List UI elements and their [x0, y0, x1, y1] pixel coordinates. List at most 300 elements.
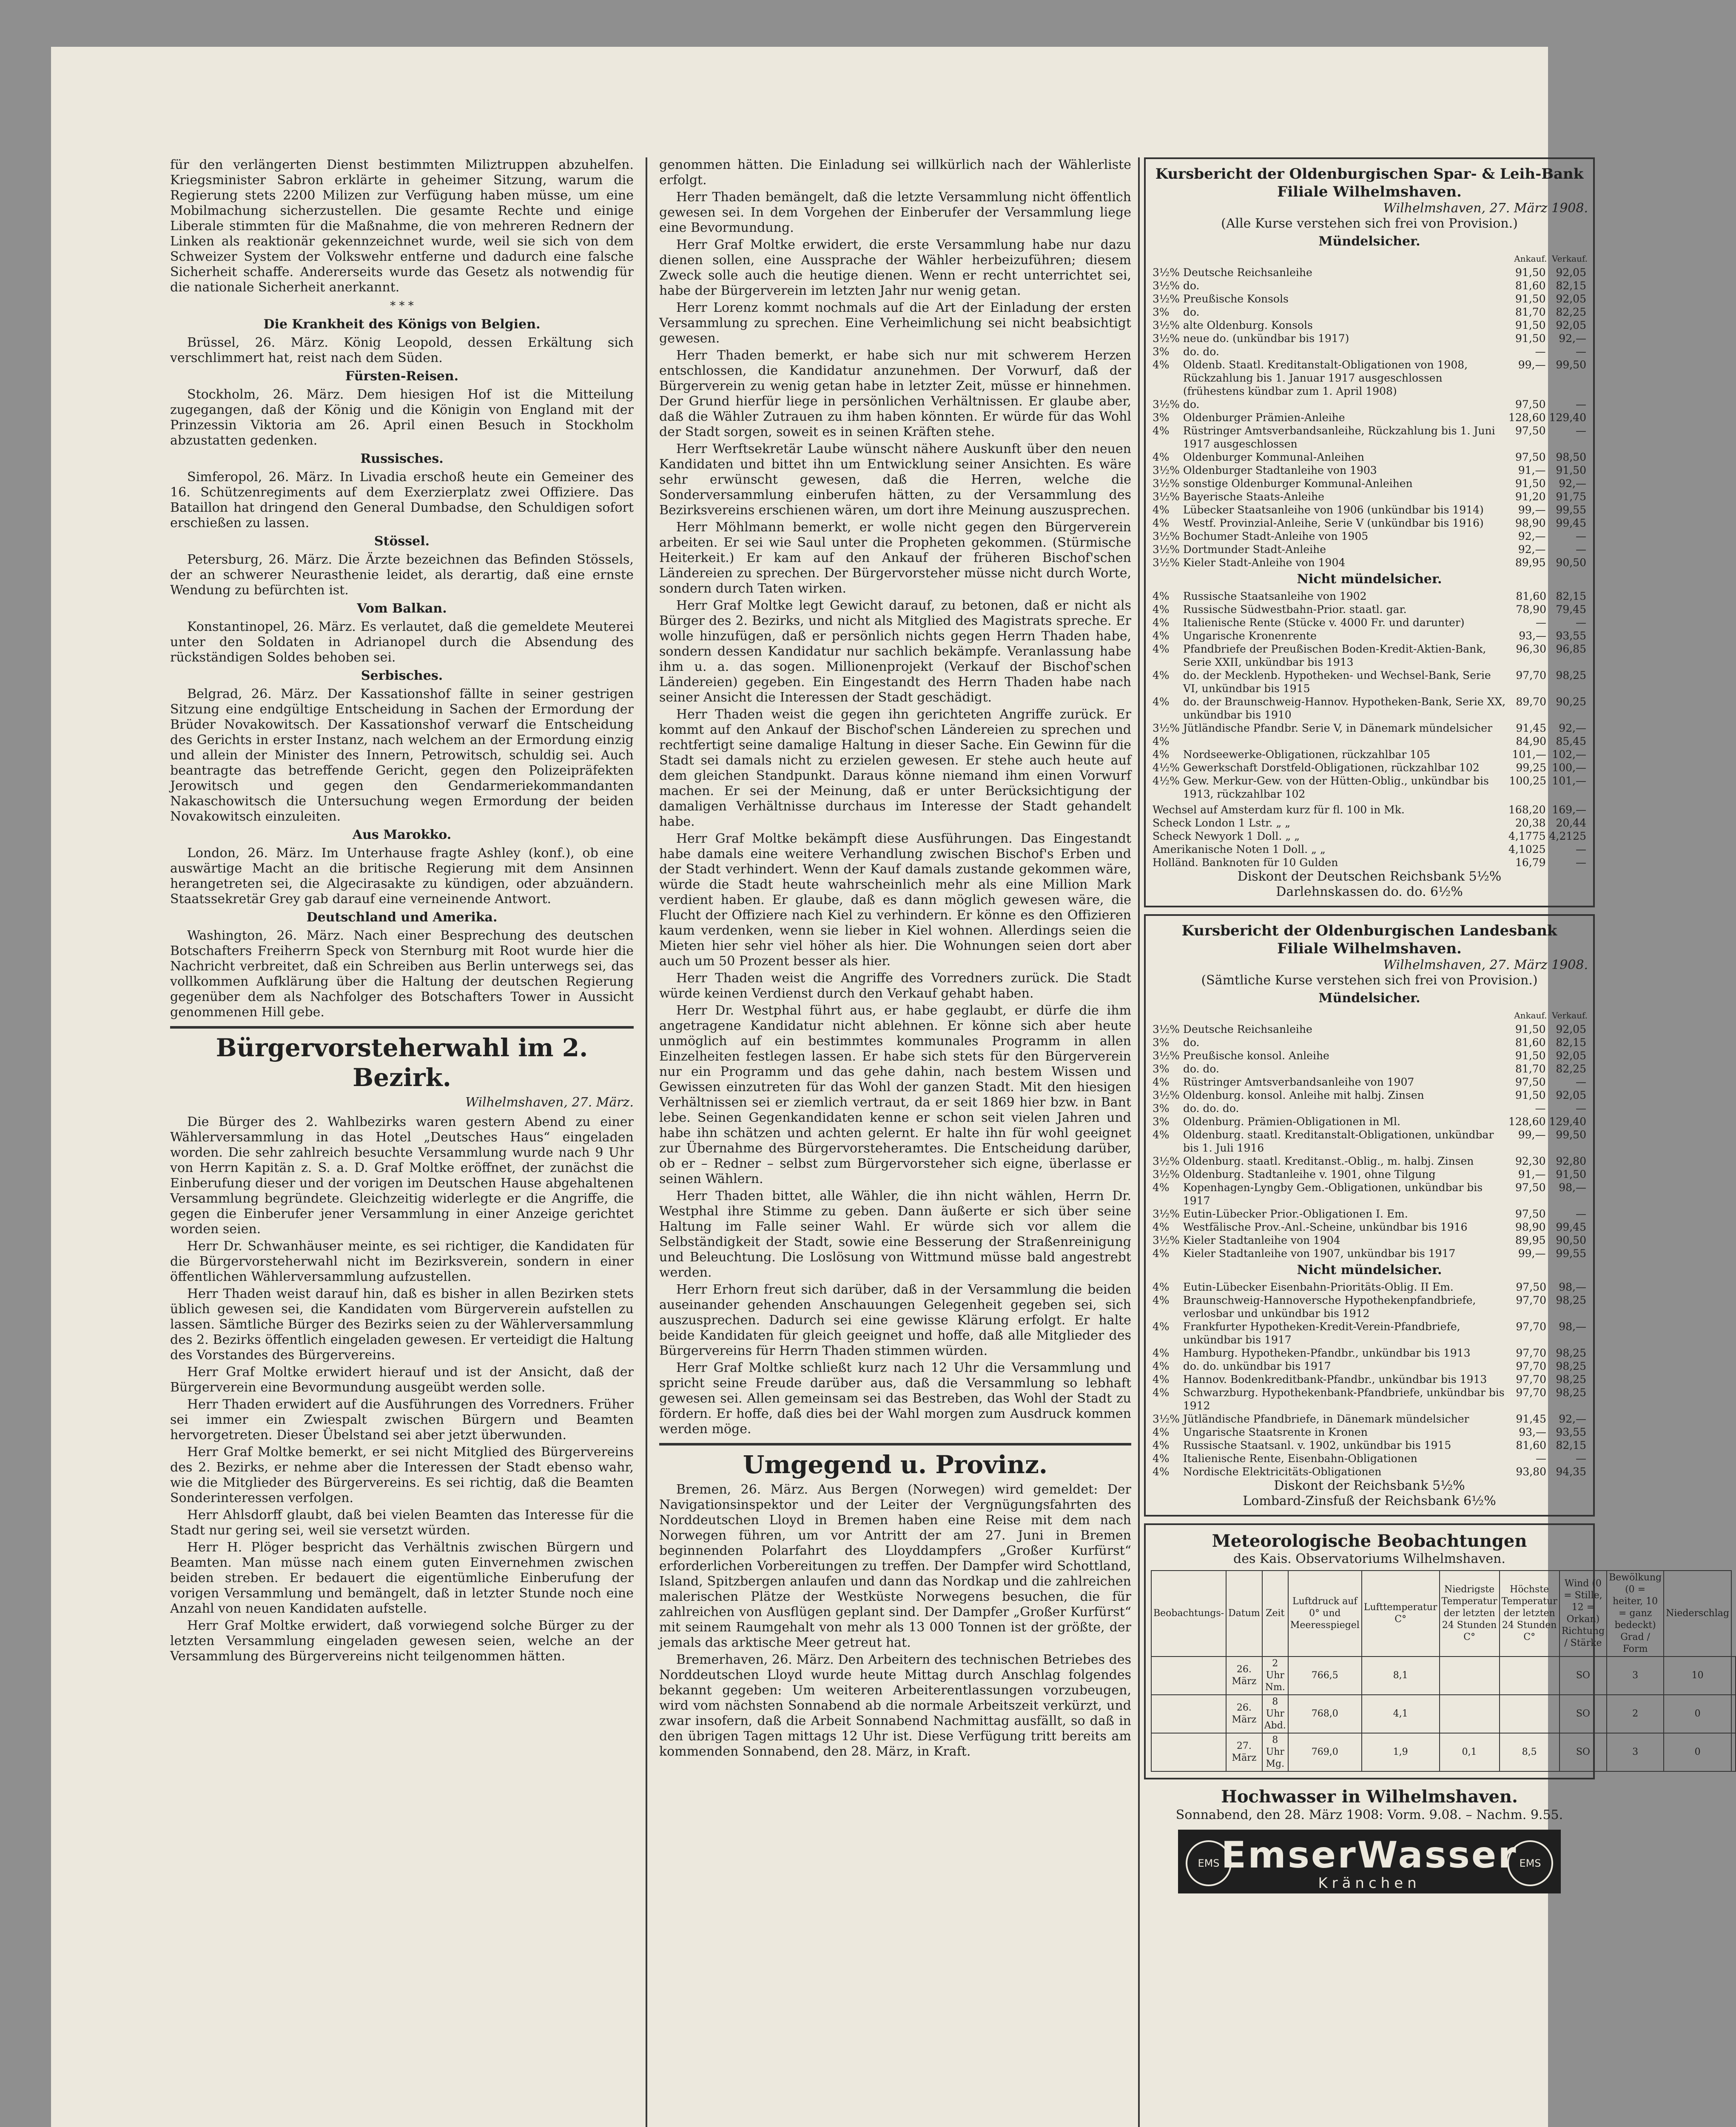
table-row — [1151, 816, 1588, 830]
table-row — [1151, 530, 1588, 543]
table-cell: 8,5 — [1500, 1733, 1560, 1771]
table-cell: 98,— — [1559, 1281, 1586, 1293]
table-cell: 98,25 — [1556, 1373, 1586, 1386]
table-cell: 91,50 — [1515, 1089, 1546, 1101]
weather-column-header: Luftdruck auf 0° und Meeresspiegel — [1288, 1571, 1362, 1657]
table-cell: 3½% — [1153, 464, 1180, 476]
table-cell: Italienische Rente, Eisenbahn-Obligationen — [1183, 1452, 1417, 1465]
table-cell: 4% — [1153, 696, 1170, 708]
table-cell — [1181, 735, 1508, 748]
table-row — [1151, 1439, 1588, 1452]
table-cell: — — [1576, 345, 1586, 358]
article-paragraph: Herr Thaden bemängelt, daß die letzte Versammlung nicht öffentlich gewesen sei. In dem Vorgehen der Einberufer der Versammlung liege eine Bevormundung. — [659, 190, 1131, 235]
table-cell: 89,70 — [1516, 696, 1546, 708]
table-cell: 2 — [1607, 1695, 1664, 1733]
report-subtitle: Filiale Wilhelmshaven. — [1277, 940, 1462, 957]
article-paragraph: Herr Erhorn freut sich darüber, daß in der Versammlung die beiden auseinander gehenden Anschauungen Gelegenheit gegeben sei, sich auszusprechen. Dadurch sei eine gewisse Klärung erfolgt. Er halte beide Kandidaten für gleich geeignet und hoffe, daß alle Mitglieder des Bürgervereins für Herrn Thaden stimmen würden. — [659, 1282, 1131, 1358]
table-cell: — — [1576, 1076, 1586, 1088]
table-cell: 92,05 — [1556, 293, 1586, 305]
table-cell: — — [1576, 1102, 1586, 1115]
table-row — [1151, 843, 1588, 856]
table-row — [1151, 266, 1588, 279]
table-cell: 0,1 — [1440, 1733, 1500, 1771]
table-cell: 97,50 — [1516, 1281, 1546, 1293]
table-cell: 91,50 — [1515, 332, 1546, 345]
table-row — [1151, 1075, 1588, 1089]
table-cell: — — [1576, 530, 1586, 542]
weather-subtitle: des Kais. Observatoriums Wilhelmshaven. — [1233, 1551, 1505, 1566]
table-cell: 4% — [1153, 1181, 1170, 1194]
table-cell: 2 Uhr Nm. — [1262, 1657, 1288, 1695]
table-row — [1151, 1465, 1588, 1478]
table-cell: SO — [1560, 1695, 1607, 1733]
table-cell: 79,45 — [1556, 603, 1586, 616]
table-cell: 90,50 — [1556, 1234, 1586, 1246]
column-rule — [1138, 157, 1140, 2127]
table-cell: 3½% — [1153, 1168, 1180, 1180]
table-cell: 91,50 — [1556, 464, 1586, 476]
table-cell: Bochumer Stadt-Anleihe von 1905 — [1183, 530, 1369, 542]
table-cell: 129,40 — [1549, 411, 1586, 424]
quote-table — [1151, 590, 1588, 801]
table-cell: do. — [1183, 398, 1200, 411]
table-cell: 93,55 — [1556, 1426, 1586, 1438]
article-paragraph: Belgrad, 26. März. Der Kassationshof fällte in seiner gestrigen Sitzung eine endgültige Entscheidung in Sachen der Ermordung der Brüder Novakowitsch. Der Kassationshof verwarf die Entscheidung des Gerichts in erster Instanz, nach welchem an der Ermordung einzig und allein der Minister des Innern, Petrowitsch, schuldig sei. Auch beantragte das betreffende Gericht, gegen den Polizeipräfekten Jerowitsch und gegen den Gendarmeriekommandanten Nakaschowitsch die Untersuchung wegen Ermordung der beiden Novakowitsch einzuleiten. — [170, 687, 634, 824]
table-cell: 3½% — [1153, 543, 1180, 556]
table-cell: 97,50 — [1515, 398, 1546, 411]
table-cell: Rüstringer Amtsverbandsanleihe von 1907 — [1183, 1076, 1414, 1088]
table-cell: Kopenhagen-Lyngby Gem.-Obligationen, unkündbar bis 1917 — [1183, 1181, 1483, 1207]
article-paragraph: Herr Thaden weist darauf hin, daß es bisher in allen Bezirken stets üblich gewesen sei, die Kandidaten vom Bürgerverein aufstellen zu lassen. Sämtliche Bürger des Bezirks seien zu der Wählerversammlung des 2. Bezirks öffentlich eingeladen gewesen. Er verteidigt die Haltung des Vorstandes des Bürgervereins. — [170, 1286, 634, 1363]
article-paragraph: Herr Graf Moltke legt Gewicht darauf, zu betonen, daß er nicht als Bürger des 2. Bezirks, und nicht als Mitglied des Magistrats spreche. Er wolle hinzufügen, daß er persönlich nichts gegen Herrn Thaden habe, sondern dessen Kandidatur nur sachlich bekämpfe. Veranlassung habe ihm u. a. das sogen. Millionenprojekt (Verkauf der Bischof'schen Ländereien) gegeben. Ein Eingestandt des Herrn Thaden habe nach seiner Ansicht die Interessen der Stadt geschädigt. — [659, 598, 1131, 705]
table-cell: 3½% — [1153, 722, 1180, 734]
table-cell: Oldenburg. konsol. Anleihe mit halbj. Zinsen — [1183, 1089, 1424, 1101]
table-cell: 3½% — [1153, 266, 1180, 279]
table-cell: Westf. Provinzial-Anleihe, Serie V (unkündbar bis 1916) — [1183, 517, 1484, 529]
table-cell: 10 — [1664, 1657, 1731, 1695]
table-cell: 99,45 — [1556, 517, 1586, 529]
table-cell: 99,55 — [1556, 504, 1586, 516]
table-cell: 3% — [1153, 1036, 1170, 1049]
table-cell: Hannov. Bodenkreditbank-Pfandbr., unkündbar bis 1913 — [1183, 1373, 1487, 1386]
table-cell: 94,35 — [1556, 1466, 1586, 1478]
table-cell: 99,— — [1518, 359, 1546, 371]
discount-line: Lombard-Zinsfuß der Reichsbank 6½% — [1243, 1494, 1496, 1508]
quote-table — [1151, 252, 1588, 569]
article-headline: Umgegend u. Provinz. — [659, 1443, 1131, 1480]
report-title: Kursbericht der Oldenburgischen Landesbank — [1181, 922, 1557, 939]
weather-column-header: Niedrigste Temperatur der letzten 24 Stunden C° — [1440, 1571, 1500, 1657]
article-paragraph: Washington, 26. März. Nach einer Besprechung des deutschen Botschafters Freiherrn Speck von Sternburg mit Root wurde hier die Nachricht verbreitet, daß ein Schreiben aus Berlin unterwegs sei, das vollkommen Aufklärung über die Haltung der deutschen Regierung gegenüber dem als Nachfolger des Botschafters Tower in Aussicht genommenen Hill gebe. — [170, 928, 634, 1020]
table-cell: Hamburg. Hypotheken-Pfandbr., unkündbar bis 1913 — [1183, 1347, 1471, 1359]
table-row — [1151, 490, 1588, 503]
section-heading: Serbisches. — [361, 668, 443, 683]
table-row — [1151, 803, 1588, 816]
table-cell: 3% — [1153, 1063, 1170, 1075]
table-cell: — — [1576, 856, 1586, 869]
table-cell: 92,05 — [1556, 266, 1586, 279]
table-row — [1151, 1373, 1588, 1386]
column-3 — [1144, 157, 1730, 2127]
table-cell: 90,25 — [1556, 696, 1586, 708]
high-water-title: Hochwasser in Wilhelmshaven. — [1221, 1787, 1518, 1807]
ad-subtitle: Kränchen — [1318, 1875, 1421, 1892]
article-paragraph: Konstantinopel, 26. März. Es verlautet, daß die gemeldete Meuterei unter den Soldaten in Adrianopel durch die Absendung des rückständigen Soldes behoben sei. — [170, 619, 634, 665]
section-heading: Stössel. — [374, 534, 430, 549]
table-cell: 3½% — [1153, 490, 1180, 503]
table-cell: 82,15 — [1556, 1439, 1586, 1451]
article-paragraph: genommen hätten. Die Einladung sei willkürlich nach der Wählerliste erfolgt. — [659, 157, 1131, 188]
table-row — [1151, 477, 1588, 490]
table-cell: 91,50 — [1515, 266, 1546, 279]
table-cell: 92,— — [1518, 530, 1546, 542]
table-cell: — — [1576, 843, 1586, 855]
table-cell: SO — [1560, 1733, 1607, 1771]
table-row — [1151, 1049, 1588, 1062]
article-paragraph: Herr Thaden weist die Angriffe des Vorredners zurück. Die Stadt würde keinen Verdienst durch den Verkauf gehabt haben. — [659, 971, 1131, 1001]
article-paragraph: Die Bürger des 2. Wahlbezirks waren gestern Abend zu einer Wählerversammlung in das Hotel „Deutsches Haus“ eingeladen worden. Die sehr zahlreich besuchte Versammlung wurde nach 9 Uhr von Herrn Kapitän z. S. a. D. Graf Moltke eröffnet, der zunächst die Einberufung dieser und der vorigen im Deutschen Hause abgehaltenen Versammlung begründete. Gleichzeitig widerlegte er die Angriffe, die gegen die Einberufer jener Versammlung in einer Anzeige gerichtet worden seien. — [170, 1115, 634, 1237]
table-cell: 98,— — [1559, 1181, 1586, 1194]
table-cell: 101,— — [1552, 775, 1586, 787]
report-title: Kursbericht der Oldenburgischen Spar- & Leih-Bank — [1155, 165, 1584, 182]
table-row — [1151, 450, 1588, 464]
table-cell: Oldenburger Kommunal-Anleihen — [1183, 451, 1365, 463]
column-rule — [646, 157, 647, 2127]
table-cell: Eutin-Lübecker Eisenbahn-Prioritäts-Oblig. II Em. — [1183, 1281, 1454, 1293]
table-cell: Dortmunder Stadt-Anleihe — [1183, 543, 1326, 556]
table-cell: 97,70 — [1516, 1347, 1546, 1359]
section-heading: Russisches. — [360, 451, 444, 466]
table-cell: Gewerkschaft Dorstfeld-Obligationen, rückzahlbar 102 — [1183, 761, 1480, 774]
table-cell: Oldenburg. Prämien-Obligationen in Ml. — [1183, 1115, 1400, 1128]
article-paragraph: Herr Werftsekretär Laube wünscht nähere Auskunft über den neuen Kandidaten und bittet ihn um Entwicklung seiner Ansichten. Es wäre sehr erwünscht gewesen, daß die Herren, welche die Sonderversammlung einberufen hätten, zu der Versammlung des Bezirksvereins erschienen wären, um dort ihre Meinung auszusprechen. — [659, 442, 1131, 518]
table-cell: 4% — [1153, 1247, 1170, 1260]
column-header: Ankauf. — [1514, 1010, 1547, 1021]
table-row — [1151, 556, 1588, 569]
table-row — [1151, 1733, 1736, 1771]
table-cell: Oldenburg. staatl. Kreditanst.-Oblig., m. halbj. Zinsen — [1183, 1155, 1474, 1167]
table-cell: 169,— — [1552, 804, 1586, 816]
table-row — [1151, 398, 1588, 411]
table-cell: 93,— — [1519, 1426, 1546, 1438]
table-row — [1151, 319, 1588, 332]
table-row — [1151, 543, 1588, 556]
table-cell — [1731, 1657, 1736, 1695]
table-cell: 98,25 — [1556, 1347, 1586, 1359]
table-cell: 93,80 — [1516, 1466, 1546, 1478]
table-cell — [1151, 1695, 1226, 1733]
table-cell: 4% — [1153, 1281, 1170, 1293]
table-cell: — — [1576, 1452, 1586, 1465]
table-cell: do. der Mecklenb. Hypotheken- und Wechsel-Bank, Serie VI, unkündbar bis 1915 — [1183, 669, 1491, 695]
table-cell: do. — [1183, 306, 1200, 318]
article-paragraph: Herr Graf Moltke bekämpft diese Ausführungen. Das Eingestandt habe damals eine weitere Verhandlung zwischen Bischof's Erben und der Stadt verhindert. Wenn der Kauf damals zustande gekommen wäre, würde die Stadt heute wahrscheinlich mehr als eine Million Mark verdient haben. Er glaube, daß es dann möglich gewesen wäre, die Flucht der Offiziere nach Kiel zu verhindern. Er könne es den Offizieren kaum verdenken, wenn sie lieber in Kiel wohnen. Allerdings seien die Mieten hier sehr viel höher als hier. Die Wohnungen seien dort aber auch um 50 Prozent besser als hier. — [659, 831, 1131, 969]
table-cell: Oldenburg. staatl. Kreditanstalt-Obligationen, unkündbar bis 1. Juli 1916 — [1183, 1129, 1494, 1154]
table-row — [1151, 616, 1588, 629]
table-cell: Kieler Stadt-Anleihe von 1904 — [1183, 556, 1346, 569]
table-cell: do. der Braunschweig-Hannov. Hypotheken-Bank, Serie XX, unkündbar bis 1910 — [1183, 696, 1506, 721]
table-cell: 81,70 — [1515, 306, 1546, 318]
table-row — [1151, 1426, 1588, 1439]
table-cell: — — [1535, 1102, 1546, 1115]
table-row — [1151, 332, 1588, 345]
table-cell: 82,15 — [1556, 1036, 1586, 1049]
table-cell: 99,50 — [1556, 1129, 1586, 1141]
table-cell: 3% — [1153, 411, 1170, 424]
report-section: Nicht mündelsicher. — [1297, 572, 1442, 587]
table-cell — [1440, 1657, 1500, 1695]
table-cell: alte Oldenburg. Konsols — [1183, 319, 1313, 331]
table-cell: — — [1576, 616, 1586, 629]
article-paragraph: Herr Thaden weist die gegen ihn gerichteten Angriffe zurück. Er kommt auf den Ankauf der Bischof'schen Ländereien zu sprechen und rechtfertigt seine damalige Haltung in dieser Sache. Ein Gewinn für die Stadt sei damals nicht zu erzielen gewesen. Er stehe auch heute auf dem gleichen Standpunkt. Daraus könne niemand ihm einen Vorwurf machen. Er sei der Meinung, daß er unter Berücksichtigung der damaligen Verhältnisse durchaus im Interesse der Stadt gehandelt habe. — [659, 707, 1131, 829]
article-paragraph: Herr Graf Moltke bemerkt, er sei nicht Mitglied des Bürgervereins des 2. Bezirks, er nehme aber die Interessen der Stadt ebenso wahr, wie die Mitglieder des Bürgervereins. Es sei richtig, daß die Beamten Sonderinteressen verfolgen. — [170, 1445, 634, 1505]
table-cell: Ungarische Kronenrente — [1183, 630, 1317, 642]
weather-column-header: Bewölkung (0 = heiter, 10 = ganz bedeckt) Grad / Form — [1607, 1571, 1664, 1657]
table-cell: 26. März — [1226, 1695, 1262, 1733]
table-row — [1151, 1452, 1588, 1465]
table-cell: 4% — [1153, 1221, 1170, 1233]
article-paragraph: Herr Graf Moltke erwidert, daß vorwiegend solche Bürger zu der letzten Versammlung eingeladen gewesen seien, welche an der Versammlung des Bürgervereins nicht teilgenommen hätten. — [170, 1618, 634, 1664]
article-paragraph: Bremen, 26. März. Aus Bergen (Norwegen) wird gemeldet: Der Navigationsinspektor und der Leiter der Vergnügungsfahrten des Norddeutschen Lloyd in Bremen haben eine Reise mit dem nach Norwegen führen, um vor Antritt der am 27. Juni in Bremen beginnenden Polarfahrt des Lloyddampfers „Großer Kurfürst“ erforderlichen Vorbereitungen zu treffen. Der Dampfer wird Schottland, Island, Spitzbergen anlaufen und dann das Nordkap und die zahlreichen malerischen Plätze der Westküste Norwegens besuchen, die für zahlreichen von Ausflügen geplant sind. Der Dampfer „Großer Kurfürst“ mit seinem Raumgehalt von mehr als 13 000 Tonnen ist der größte, der jemals das arktische Meer getreut hat. — [659, 1482, 1131, 1650]
table-cell: 3½% — [1153, 1089, 1180, 1101]
section-heading: Vom Balkan. — [357, 601, 447, 616]
table-cell: 3% — [1153, 345, 1170, 358]
table-cell: 4% — [1153, 1452, 1170, 1465]
article-paragraph: Herr Möhlmann bemerkt, er wolle nicht gegen den Bürgerverein arbeiten. Er sei wie Saul unter die Propheten gekommen. (Stürmische Heiterkeit.) Er kam auf den Ankauf der früheren Bischof'schen Ländereien zu sprechen. Der Bürgervorsteher müsse nicht durch Worte, sondern durch Taten wirken. — [659, 520, 1131, 596]
table-row — [1151, 695, 1588, 721]
table-cell: 0 — [1664, 1733, 1731, 1771]
section-heading: Fürsten-Reisen. — [345, 369, 459, 384]
table-row — [1151, 1412, 1588, 1426]
table-cell: 85,45 — [1556, 735, 1586, 747]
table-row — [1151, 774, 1588, 801]
column-1 — [170, 157, 634, 2127]
table-cell: 4% — [1153, 1320, 1170, 1333]
table-row — [1151, 830, 1588, 843]
table-cell: Russische Staatsanleihe von 1902 — [1183, 590, 1367, 602]
table-row — [1151, 1386, 1588, 1412]
table-cell: 93,55 — [1556, 630, 1586, 642]
table-cell: SO — [1560, 1657, 1607, 1695]
table-row — [1151, 1346, 1588, 1360]
table-cell: 91,— — [1518, 464, 1546, 476]
article-paragraph: Herr Thaden erwidert auf die Ausführungen des Vorredners. Früher sei immer ein Zwiespalt zwischen Bürgern und Beamten hervorgetreten. Dieser Übelstand sei aber jetzt überwunden. — [170, 1397, 634, 1443]
table-row — [1151, 721, 1588, 735]
table-row — [1151, 642, 1588, 669]
table-row — [1151, 735, 1588, 748]
table-row — [1151, 1220, 1588, 1234]
table-cell: 4% — [1153, 669, 1170, 681]
table-cell: 3% — [1153, 1102, 1170, 1115]
report-section: Mündelsicher. — [1318, 991, 1420, 1006]
table-row — [1151, 345, 1588, 358]
exchange-table — [1151, 803, 1588, 869]
table-cell: 3½% — [1153, 1413, 1180, 1425]
table-cell: 91,50 — [1515, 1049, 1546, 1062]
table-cell: Rüstringer Amtsverbandsanleihe, Rückzahlung bis 1. Juni 1917 ausgeschlossen — [1183, 425, 1495, 450]
table-cell: 91,50 — [1515, 1023, 1546, 1035]
table-cell: 3½% — [1153, 1234, 1180, 1246]
table-cell: 97,70 — [1516, 669, 1546, 681]
table-cell: 99,50 — [1556, 359, 1586, 371]
table-row — [1151, 1128, 1588, 1155]
table-row — [1151, 292, 1588, 305]
table-cell: 91,50 — [1515, 477, 1546, 490]
table-cell: 4% — [1153, 1360, 1170, 1372]
table-cell: Russische Südwestbahn-Prior. staatl. gar. — [1183, 603, 1407, 616]
table-row — [1151, 464, 1588, 477]
table-cell: 20,44 — [1556, 817, 1586, 829]
table-cell: 91,45 — [1516, 722, 1546, 734]
article-paragraph: Petersburg, 26. März. Die Ärzte bezeichnen das Befinden Stössels, der an schwerer Neurasthenie leidet, als derartig, daß eine ernste Wendung zu befürchten ist. — [170, 552, 634, 598]
table-cell: 769,0 — [1288, 1733, 1362, 1771]
weather-column-header: Lufttemperatur C° — [1362, 1571, 1440, 1657]
table-cell: 0 — [1664, 1695, 1731, 1733]
table-row — [1151, 1320, 1588, 1346]
table-cell: 92,05 — [1556, 1049, 1586, 1062]
table-row — [1151, 503, 1588, 516]
table-cell: 92,05 — [1556, 319, 1586, 331]
table-cell: 3% — [1153, 1115, 1170, 1128]
table-cell: 26. März — [1226, 1657, 1262, 1695]
column-2 — [659, 157, 1131, 2127]
table-cell: neue do. (unkündbar bis 1917) — [1183, 332, 1349, 345]
table-cell: 8 Uhr Abd. — [1262, 1695, 1288, 1733]
table-cell: 27. März — [1226, 1733, 1262, 1771]
table-cell: 3½% — [1153, 1155, 1180, 1167]
table-cell: 4% — [1153, 1347, 1170, 1359]
dateline: Wilhelmshaven, 27. März. — [465, 1095, 634, 1110]
table-cell: do. do. — [1183, 345, 1219, 358]
table-cell: 4½% — [1153, 775, 1180, 787]
table-cell: 4% — [1153, 616, 1170, 629]
table-cell: 102,— — [1552, 748, 1586, 761]
table-row — [1151, 603, 1588, 616]
table-cell: 98,90 — [1515, 1221, 1546, 1233]
article-paragraph: für den verlängerten Dienst bestimmten Miliztruppen abzuhelfen. Kriegsminister Sabron erklärte in geheimer Sitzung, warum die Regierung stets 2200 Milizen zur Verfügung haben müsse, um eine Mobilmachung sicherzustellen. Die gesamte Rechte und einige Liberale stimmten für die Maßnahme, die von mehreren Rednern der Linken als reaktionär gekennzeichnet wurde, weil sie sich von dem Schweizer System der Volkswehr entferne und dadurch eine falsche Sicherheit schaffe. Andererseits wurde das Gesetz als notwendig für die nationale Sicherheit anerkannt. — [170, 157, 634, 295]
table-cell — [1151, 1657, 1226, 1695]
table-cell — [1500, 1657, 1560, 1695]
article-paragraph: Herr Graf Moltke erwidert, die erste Versammlung habe nur dazu dienen sollen, eine Aussprache der Wähler herbeizuführen; diesem Zweck solle auch die heutige dienen. Wenn er recht unterrichtet sei, habe der Bürgerverein im letzten Jahr nur wenig getan. — [659, 237, 1131, 298]
report-dateline: Wilhelmshaven, 27. März 1908. — [1383, 201, 1588, 216]
table-cell: Bayerische Staats-Anleihe — [1183, 490, 1324, 503]
table-cell: 98,25 — [1556, 1360, 1586, 1372]
separator: * * * — [390, 299, 414, 312]
table-cell: 3½% — [1153, 319, 1180, 331]
table-cell: 4% — [1153, 735, 1170, 747]
article-paragraph: Herr Lorenz kommt nochmals auf die Art der Einladung der ersten Versammlung zu sprechen. Eine Verheimlichung sei nicht beabsichtigt gewesen. — [659, 300, 1131, 346]
ems-seal-icon: EMS — [1186, 1840, 1232, 1886]
table-row — [1151, 1023, 1588, 1036]
table-cell: 82,15 — [1556, 279, 1586, 292]
table-cell: 3 — [1607, 1733, 1664, 1771]
table-cell: Oldenburger Stadtanleihe von 1903 — [1183, 464, 1377, 476]
table-cell: 97,70 — [1516, 1373, 1546, 1386]
table-cell: do. do. do. — [1183, 1102, 1239, 1115]
table-cell: — — [1536, 616, 1546, 629]
table-cell: 101,— — [1512, 748, 1546, 761]
ad-title: EmserWasser — [1221, 1834, 1518, 1876]
table-cell: 4% — [1153, 1426, 1170, 1438]
table-cell: 99,— — [1518, 504, 1546, 516]
ems-seal-icon: EMS — [1507, 1840, 1553, 1886]
article-paragraph: Herr Thaden bemerkt, er habe sich nur mit schwerem Herzen entschlossen, die Kandidatur anzunehmen. Der Vorwurf, daß der Bürgerverein zu wenig getan habe in letzter Zeit, müsse er hinnehmen. Der Grund hierfür liege in persönlichen Verhältnissen. Er glaube aber, daß die Wähler Zutrauen zu ihm haben könnten. Er würde für das Wohl der Stadt sorgen, soweit es in seinen Kräften stehe. — [659, 348, 1131, 439]
table-cell: 4% — [1153, 748, 1170, 761]
article-paragraph: Bremerhaven, 26. März. Den Arbeitern des technischen Betriebes des Norddeutschen Lloyd wurde heute Mittag durch Anschlag folgendes bekannt gegeben: Um weiteren Arbeiterentlassungen vorzubeugen, wird vom nächsten Sonnabend ab die normale Arbeitszeit verkürzt, und zwar insofern, daß die Arbeit Sonnabend Nachmittag ausfällt, so daß in den übrigen Tagen mittags 12 Uhr ist. Diese Verfügung tritt bereits am kommenden Sonnabend, den 28. März, in Kraft. — [659, 1652, 1131, 1759]
table-cell: 4% — [1153, 425, 1170, 437]
table-cell: 91,45 — [1516, 1413, 1546, 1425]
table-row — [1151, 358, 1588, 398]
table-cell: 92,— — [1518, 543, 1546, 556]
table-cell: 97,50 — [1515, 1181, 1546, 1194]
table-cell: 3½% — [1153, 293, 1180, 305]
discount-line: Darlehnskassen do. do. 6½% — [1276, 884, 1463, 899]
table-cell: 82,25 — [1556, 1063, 1586, 1075]
table-cell: — — [1535, 345, 1546, 358]
table-cell: 20,38 — [1515, 817, 1546, 829]
table-cell: 98,25 — [1556, 1386, 1586, 1399]
table-row — [1151, 1294, 1588, 1320]
report-subtitle: Filiale Wilhelmshaven. — [1277, 183, 1462, 200]
table-cell: 98,50 — [1556, 451, 1586, 463]
table-cell: 4% — [1153, 517, 1170, 529]
table-row — [1151, 424, 1588, 450]
table-cell: 89,95 — [1515, 556, 1546, 569]
table-cell: Holländ. Banknoten für 10 Gulden — [1153, 856, 1338, 869]
table-cell: Kieler Stadtanleihe von 1907, unkündbar bis 1917 — [1183, 1247, 1456, 1260]
table-cell: Nordische Elektricitäts-Obligationen — [1183, 1466, 1382, 1478]
weather-column-header: Zeit — [1262, 1571, 1288, 1657]
article-paragraph: Stockholm, 26. März. Dem hiesigen Hof ist die Mitteilung zugegangen, daß der König und die Königin von England mit der Prinzessin Viktoria am 26. April einen Besuch in Stockholm abzustatten gedenken. — [170, 387, 634, 448]
table-cell: 3½% — [1153, 1049, 1180, 1062]
table-cell: 3½% — [1153, 477, 1180, 490]
table-cell: 128,60 — [1508, 411, 1546, 424]
table-row — [1151, 1360, 1588, 1373]
table-cell: Lübecker Staatsanleihe von 1906 (unkündbar bis 1914) — [1183, 504, 1484, 516]
weather-title: Meteorologische Beobachtungen — [1212, 1531, 1527, 1551]
table-cell: — — [1536, 1452, 1546, 1465]
table-cell: 4% — [1153, 1466, 1170, 1478]
table-cell: 4% — [1153, 643, 1170, 655]
table-cell: 91,— — [1518, 1168, 1546, 1180]
article-paragraph: Herr H. Plöger bespricht das Verhältnis zwischen Bürgern und Beamten. Man müsse nach einem guten Einvernehmen zwischen beiden streben. Er bedauert die eigentümliche Einberufung der vorigen Versammlung und bemängelt, daß in letzter Stunde noch eine Anzahl von neuen Kandidaten aufstelle. — [170, 1540, 634, 1616]
table-cell: Oldenburger Prämien-Anleihe — [1183, 411, 1345, 424]
table-cell: Frankfurter Hypotheken-Kredit-Verein-Pfandbriefe, unkündbar bis 1917 — [1183, 1320, 1460, 1346]
table-cell: 98,25 — [1556, 669, 1586, 681]
section-heading: Die Krankheit des Königs von Belgien. — [263, 317, 541, 332]
article-paragraph: Herr Dr. Westphal führt aus, er habe geglaubt, er dürfe die ihm angetragene Kandidatur nicht ablehnen. Er könne sich aber heute unmöglich auf ein bestimmtes kommunales Programm in allen Einzelheiten festlegen lassen. Er habe sich stets für den Bürgerverein nur ein Programm und das gehe dahin, nach bestem Wissen und Gewissen einzutreten für das Wohl der ganzen Stadt. Mit den hiesigen Verhältnissen sei er ziemlich vertraut, da er seit 1869 hier bzw. in Bant lebe. Seinen Gegenkandidaten kenne er schon seit vielen Jahren und habe ihn schätzen und achten gelernt. Er halte ihn für wohl geeignet zur Übernahme des Bürgervorsteheramtes. Die Entscheidung darüber, ob er – Redner – selbst zum Bürgervorsteher sich eigne, überlasse er seinen Wählern. — [659, 1003, 1131, 1186]
table-cell: 97,50 — [1515, 451, 1546, 463]
table-cell: 92,— — [1559, 722, 1586, 734]
table-cell: Oldenb. Staatl. Kreditanstalt-Obligationen von 1908, Rückzahlung bis 1. Januar 1917 ausgeschlossen (frühestens kündbar zum 1. April 1908) — [1183, 359, 1468, 397]
article-paragraph: Herr Dr. Schwanhäuser meinte, es sei richtiger, die Kandidaten für die Bürgervorsteherwahl nicht im Bezirksverein, sondern in einer öffentlichen Wählerversammlung aufzustellen. — [170, 1239, 634, 1284]
table-cell: 78,90 — [1516, 603, 1546, 616]
table-cell: 81,60 — [1516, 1439, 1546, 1451]
report-section: Mündelsicher. — [1318, 234, 1420, 249]
table-cell — [1731, 1733, 1736, 1771]
table-cell: 8,1 — [1362, 1657, 1440, 1695]
table-row — [1151, 1280, 1588, 1294]
table-cell: 91,20 — [1515, 490, 1546, 503]
table-cell: 99,— — [1518, 1129, 1546, 1141]
table-cell: 3½% — [1153, 530, 1180, 542]
table-cell: Westfälische Prov.-Anl.-Scheine, unkündbar bis 1916 — [1183, 1221, 1468, 1233]
table-cell: — — [1576, 543, 1586, 556]
column-header: Verkauf. — [1552, 1010, 1588, 1021]
table-cell: 99,25 — [1516, 761, 1546, 774]
table-cell: 4% — [1153, 1294, 1170, 1306]
table-cell: Scheck Newyork 1 Doll. „ „ — [1153, 830, 1300, 842]
